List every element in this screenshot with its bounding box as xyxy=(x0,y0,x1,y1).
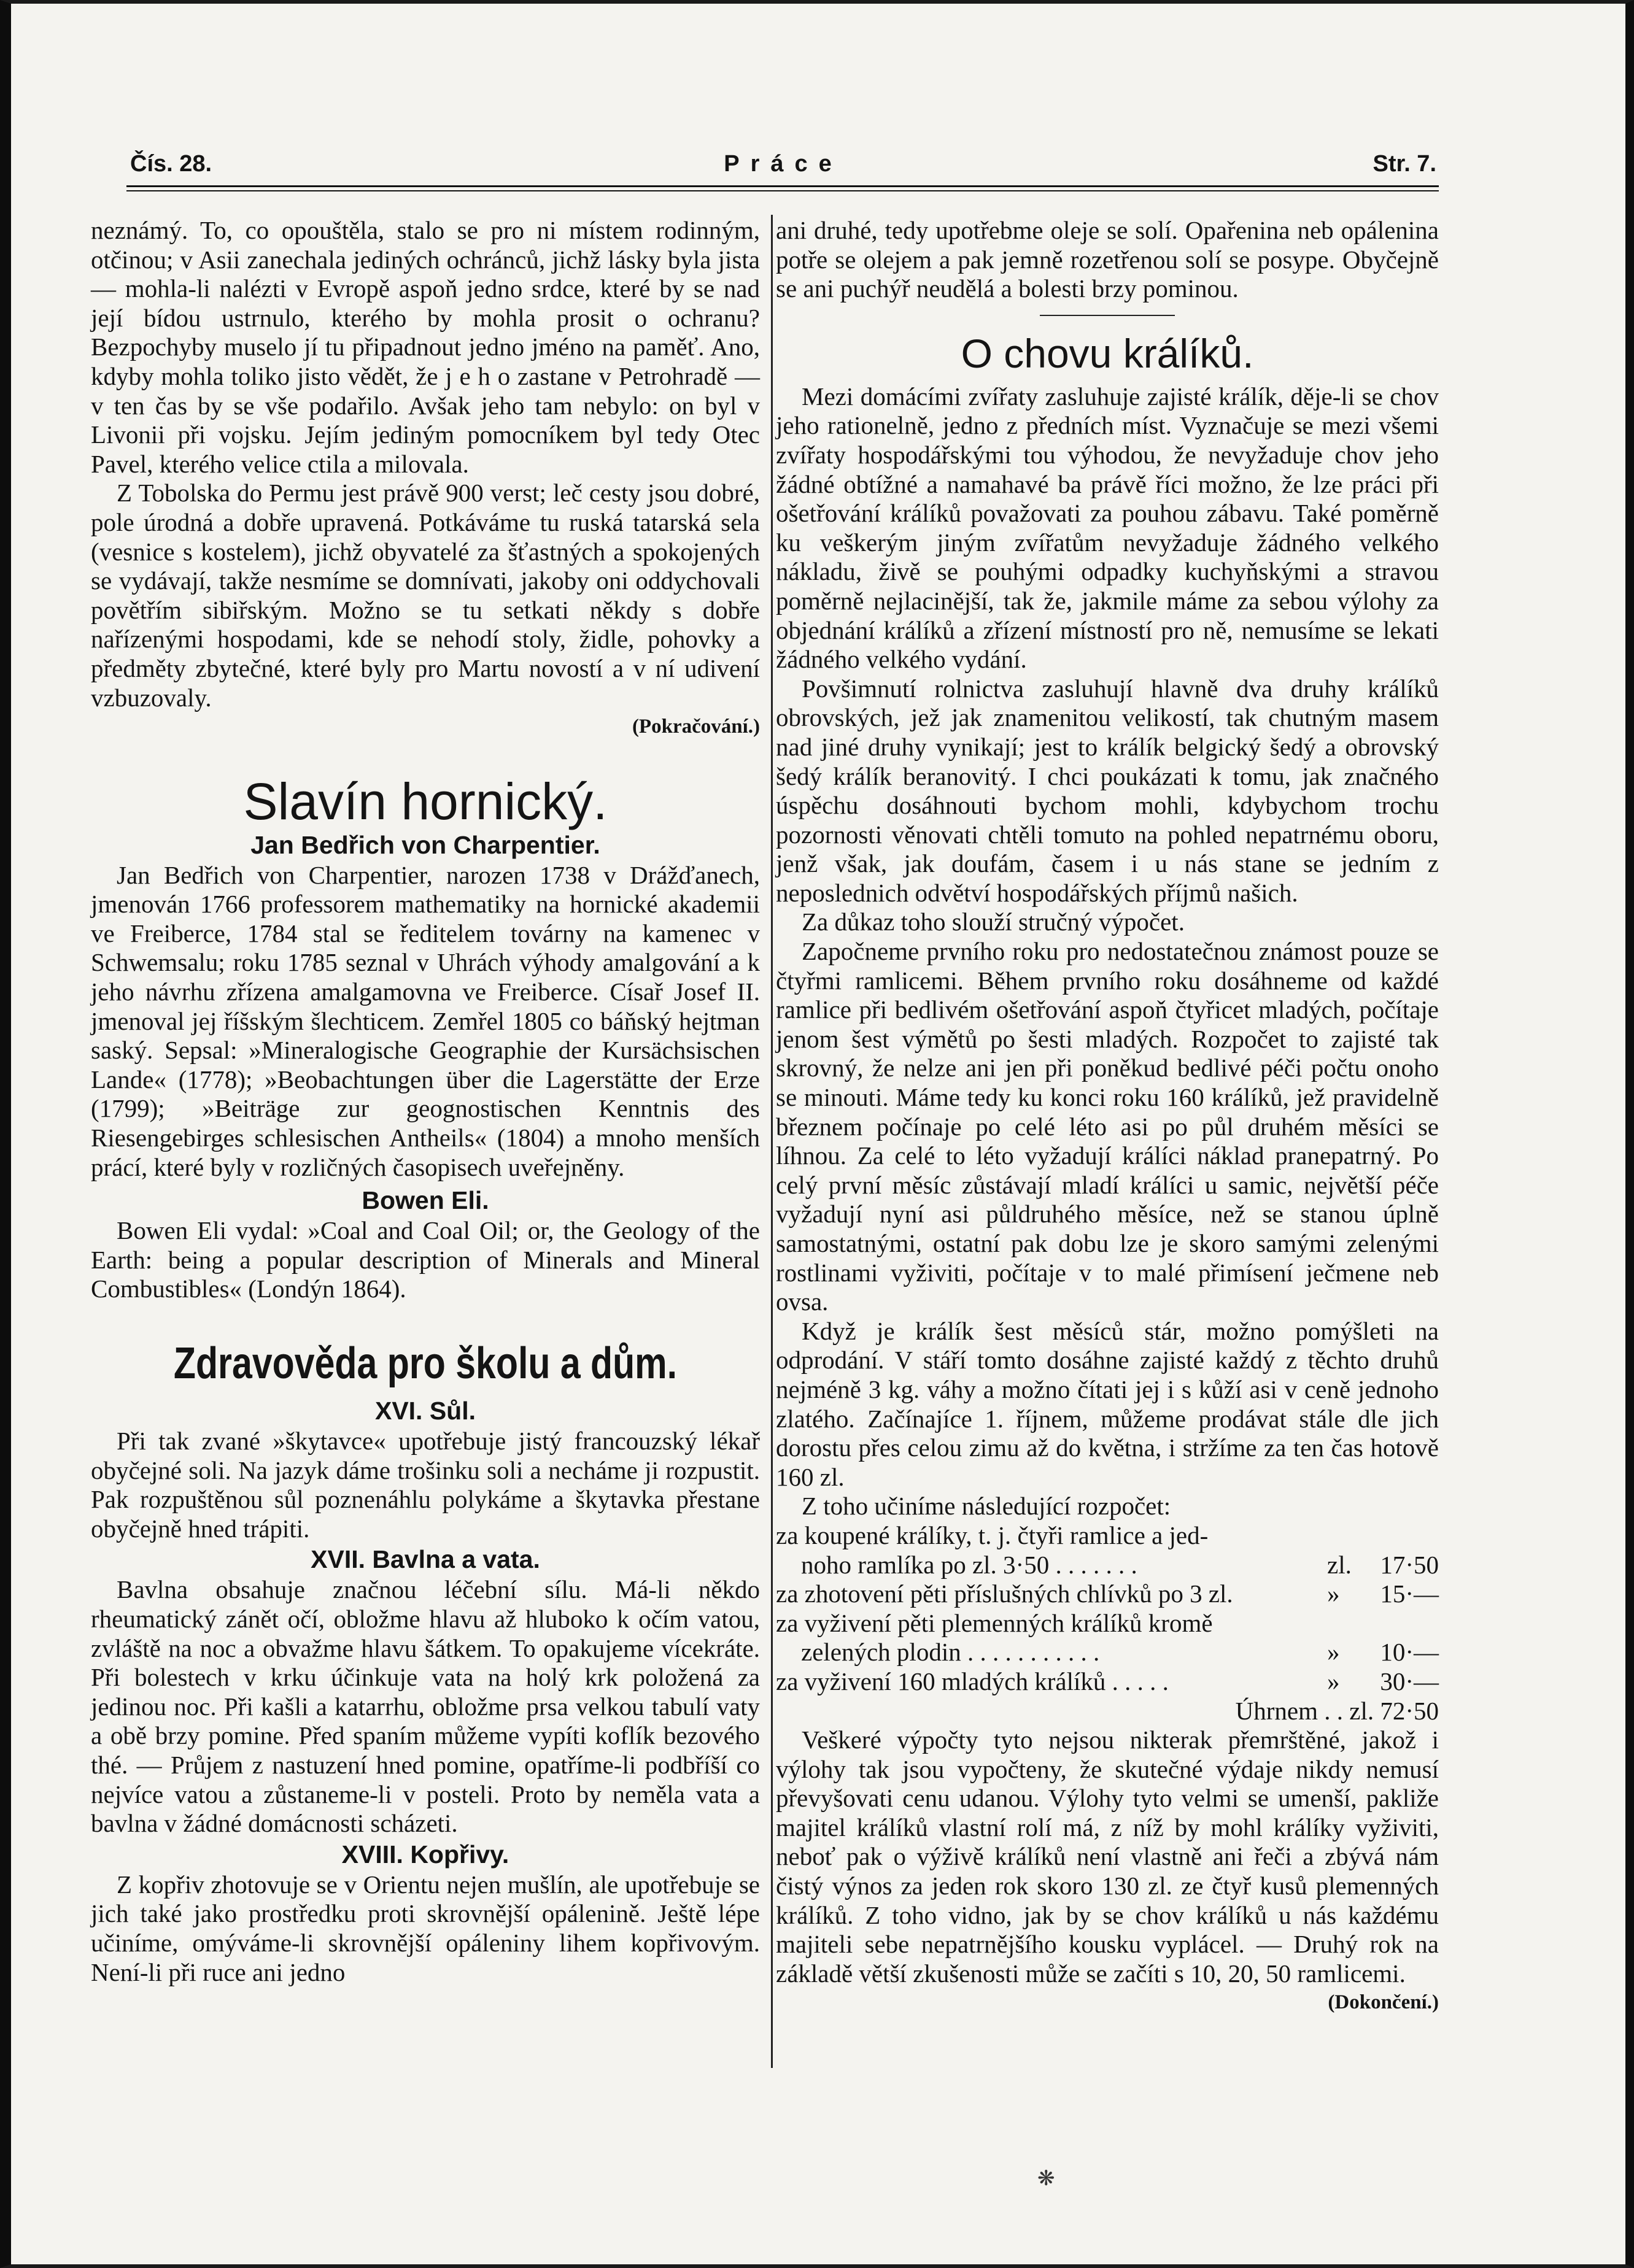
newspaper-title: Práce xyxy=(724,151,843,177)
budget-row xyxy=(776,1521,1439,1551)
koprivy-text: Z kopřiv zhotovuje se v Orientu nejen mušlín, ale upotřebuje se jich také jako prostředku proti skrovnější opálenině. Ještě lépe učiníme, omýváme-li skrovnější opáleniny lihem kopřivovým. Není-li při ruce ani jedno xyxy=(91,1870,760,1986)
continued-text: ani druhé, tedy upotřebme oleje se solí. Opařenina neb opálenina potře se olejem a pak jemně rozetřenou solí se posype. Obyčejně se ani puchýř neudělá a bolesti brzy pominou. xyxy=(776,216,1439,303)
chovu-paragraph-2: Povšimnutí rolnictva zasluhují hlavně dva druhy králíků obrovských, jež jak znamenitou velikostí, tak chutným masem nad jiné druhy vynikají; jest to králík belgický šedý a obrovský šedý králík beranovitý. I chci poukázati k tomu, jak značného úspěchu dosáhnouti bychom mohli, kdybychom trochu pozornosti věnovati chtěli tomuto na pohled nepatrnému oboru, jenž však, jak doufám, časem i u nás stane se jedním z neposlednich odvětví hospodářských příjmů našich. xyxy=(776,674,1439,907)
header-rule-top xyxy=(126,185,1439,187)
budget-row xyxy=(776,1667,1439,1697)
budget-row-amount xyxy=(1365,1609,1439,1638)
budget-row-currency: zl. xyxy=(1327,1550,1352,1579)
chovu-paragraph-4: Započneme prvního roku pro nedostatečnou známost pouze se čtyřmi ramlicemi. Během prvního roku dosáhneme od každé ramlice při bedlivém ošetřování aspoň čtyřicet mladých, počítaje jenom šest výmětů po šesti mladých. Rozpočet to zajisté tak skrovný, že nelze ani jen při poněkud bedlivé péči počtu onoho se minouti. Máme tedy ku konci roku 160 králíků, jež pravidelně březnem počínaje po celé léto asi po půl druhém měsíci se líhnou. Za celé to léto vyžadují králíci náklad pranepatrný. Po celý první měsíc zůstávají mladí králíci u samic, největší péče vyžadují nyní asi půldruhého měsíce, než se stanou úplně samostatnými, ostatní pak dobu lze je skoro samými zelenými rostlinami vyživiti, počítaje v to malé přimísení ječmene neb ovsa. xyxy=(776,937,1439,1316)
budget-total: Úhrnem . . zl. 72·50 xyxy=(1235,1696,1439,1725)
budget-row-desc: za zhotovení pěti příslušných chlívků po 3 zl. xyxy=(776,1580,1233,1608)
section-divider xyxy=(1040,315,1175,316)
charpentier-heading: Jan Bedřich von Charpentier. xyxy=(250,830,600,859)
budget-table xyxy=(776,1521,1439,1726)
concluded-note: (Dokončení.) xyxy=(1328,1991,1439,2014)
bowen-text: Bowen Eli vydal: »Coal and Coal Oil; or, the Geology of the Earth: being a popular description of Minerals and Mineral Combustibles« (Londýn 1864). xyxy=(91,1216,760,1303)
budget-row-currency: » xyxy=(1327,1638,1340,1667)
budget-row-amount: 10·— xyxy=(1380,1638,1439,1667)
budget-row xyxy=(776,1551,1439,1580)
header-rule-bottom xyxy=(126,190,1439,191)
page-header xyxy=(130,151,1436,180)
left-column xyxy=(91,216,760,1987)
koprivy-heading: XVIII. Kopřivy. xyxy=(341,1840,509,1869)
slavin-title: Slavín hornický. xyxy=(243,772,608,830)
page-number: Str. 7. xyxy=(1373,151,1436,177)
bavlna-heading: XVII. Bavlna a vata. xyxy=(311,1545,540,1574)
story-paragraph-1: neznámý. To, co opouštěla, stalo se pro ni místem rodinným, otčinou; v Asii zanechala jediných ochránců, jichž lásky byla jista — mohla-li nalézti v Evropě aspoň jedno srdce, které by se nad její bídou ustrnulo, kterého by mohla prosit o ochranu? Bezpochyby muselo jí tu připadnout jedno jméno na paměť. Ano, kdyby mohla toliko jisto vědět, že j e h o zastane v Petrohradě — v ten čas by se vše podařilo. Avšak jeho tam nebylo: on byl v Livonii při vojsku. Jejím jediným pomocníkem byl tedy Otec Pavel, kterého velice ctila a milovala. xyxy=(91,216,760,478)
sul-text: Při tak zvané »škytavce« upotřebuje jistý francouzský lékař obyčejné soli. Na jazyk dáme trošinku soli a necháme ji rozpustit. Pak rozpuštěnou sůl poznenáhlu polykáme a škytavka přestane obyčejně hned trápiti. xyxy=(91,1427,760,1543)
right-column xyxy=(776,216,1439,2018)
budget-row-currency xyxy=(1327,1521,1365,1551)
budget-row-desc: zelených plodin . . . . . . . . . . . xyxy=(776,1638,1100,1667)
bowen-heading: Bowen Eli. xyxy=(362,1186,489,1215)
sul-heading: XVI. Sůl. xyxy=(374,1397,476,1425)
budget-row-desc: noho ramlíka po zl. 3·50 . . . . . . . xyxy=(776,1550,1137,1579)
budget-row-currency xyxy=(1327,1609,1365,1638)
budget-row xyxy=(776,1638,1439,1667)
budget-row xyxy=(776,1580,1439,1609)
chovu-paragraph-1: Mezi domácími zvířaty zasluhuje zajisté králík, děje-li se chov jeho rationelně, jedno z předních míst. Vyznačuje se mezi všemi zvířaty hospodářskými tou výhodou, že nevyžaduje chov jeho žádné obtížné a namahavé ba právě říci možno, že lze práci při ošetřování králíků považovati za pouhou zábavu. Také poměrně ku veškerým jiným zvířatům nevyžaduje žádného velkého nákladu, živě se pouhými odpadky kuchyňskými a stravou poměrně nejlacinější, tak že, jakmile máme za sebou výlohy za objednání králíků a zřízení místností pro ně, nemusíme se lekati žádného velkého vydání. xyxy=(776,382,1439,674)
budget-row xyxy=(776,1609,1439,1638)
budget-row-amount: 15·— xyxy=(1380,1580,1439,1608)
budget-row-desc: za vyživení 160 mladých králíků . . . . . xyxy=(776,1667,1169,1695)
ink-blot-decoration: ❋ xyxy=(1037,2167,1055,2190)
closing-paragraph: Veškeré výpočty tyto nejsou nikterak přemrštěné, jakož i výlohy tak jsou vypočteny, že skutečné výdaje nikdy nemusí převyšovati cenu udanou. Výlohy tyto velmi se umenší, pakliže majitel králíků vlastní rolí má, z níž by mohl králíky vyživiti, neboť pak o výživě králíků není vlastně ani řeči a zbývá nám čistý výnos za jeden rok skoro 130 zl. ze čtyř kusů plemenných králíků. Z toho vidno, jak by se chov králíků u nás každému majiteli sebe nepatrnějšího kousku vyplácel. — Druhý rok na základě větší zkušenosti může se začíti s 10, 20, 50 ramlicemi. xyxy=(776,1726,1439,1988)
budget-row-currency: » xyxy=(1327,1580,1340,1608)
zdravoveda-title: Zdravověda pro školu a dům. xyxy=(173,1339,678,1388)
charpentier-text: Jan Bedřich von Charpentier, narozen 1738 v Drážďanech, jmenován 1766 professorem mathematiky na hornické akademii ve Freiberce, 1784 stal se ředitelem továrny na kamenec v Schwemsalu; roku 1785 seznal v Uhrách výhody amalgování a k jeho návrhu zřízena amalgamovna ve Freiberce. Císař Josef II. jmenoval jej říšským šlechticem. Zemřel 1805 co báňský hejtman saský. Sepsal: »Mineralogische Geographie der Kursächsischen Lande« (1778); »Beobachtungen über die Lagerstätte der Erze (1799); »Beiträge zur geognostischen Kenntnis des Riesengebirges schlesischen Antheils« (1804) a mnoho menších prácí, které byly v rozličných časopisech uveřejněny. xyxy=(91,860,760,1181)
bavlna-text: Bavlna obsahuje značnou léčební sílu. Má-li někdo rheumatický zánět očí, obložme hlavu až hluboko k očím vatou, zvláště na noc a obvažme hlavu šátkem. To opakujeme vícekráte. Při bolestech v krku účinkuje vata na holý krk položená za jedinou noc. Při kašli a katarrhu, obložme prsa velkou tabulí vaty a obě brzy pomine. Před spaním můžeme vypíti koflík bezového thé. — Průjem z nastuzení hned pomine, opatříme-li podbříší co nejvíce vatou a zůstaneme-li v posteli. Proto by neměla vata a bavlna v žádné domácnosti scházeti. xyxy=(91,1575,760,1838)
budget-row-amount: 17·50 xyxy=(1380,1550,1439,1579)
budget-row-desc: za vyživení pěti plemenných králíků kromě xyxy=(776,1608,1213,1637)
budget-row-desc: za koupené králíky, t. j. čtyři ramlice a jed- xyxy=(776,1521,1209,1549)
budget-row-amount: 30·— xyxy=(1380,1667,1439,1695)
chovu-paragraph-6: Z toho učiníme následující rozpočet: xyxy=(802,1492,1171,1521)
chovu-title: O chovu králíků. xyxy=(961,330,1254,376)
story-paragraph-2: Z Tobolska do Permu jest právě 900 verst; leč cesty jsou dobré, pole úrodná a dobře upravená. Potkáváme tu ruská tatarská sela (vesnice s kostelem), jichž obyvatelé za šťastných a spokojených se vydávají, takže nesmíme se domnívati, jakoby oni oddychovali povětřím sibiřským. Možno se tu setkati někdy s dobře nařízenými hospodami, kde se nehodí stoly, židle, pohovky a předměty zbytečné, které byly pro Martu novostí a v ní udivení vzbuzovaly. xyxy=(91,479,760,712)
story-continued-note: (Pokračování.) xyxy=(632,716,760,738)
column-divider xyxy=(771,215,773,2068)
budget-row-currency: » xyxy=(1327,1667,1340,1695)
chovu-paragraph-5: Když je králík šest měsíců stár, možno pomýšleti na odprodání. V stáří tomto dosáhne zajisté každý z těchto druhů nejméně 3 kg. váhy a možno čítati jej i s kůží asi v ceně jednoho zlatého. Začínajíce 1. říjnem, můžeme prodávat stále dle jich dorostu přes celou zimu až do května, i stržíme za ten čas hotově 160 zl. xyxy=(776,1316,1439,1491)
chovu-paragraph-3: Za důkaz toho slouží stručný výpočet. xyxy=(802,908,1185,936)
budget-row-amount xyxy=(1365,1521,1439,1551)
issue-number: Čís. 28. xyxy=(130,151,212,177)
